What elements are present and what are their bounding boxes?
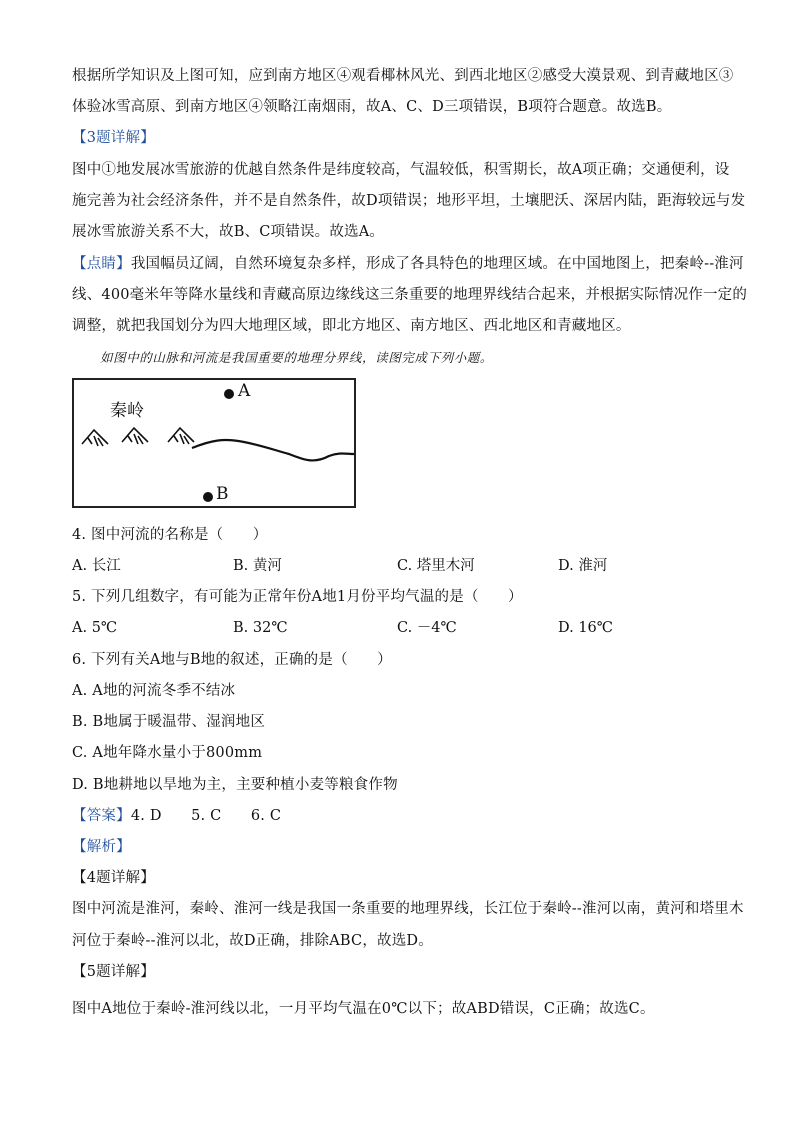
point-a-label: A	[238, 381, 251, 401]
paragraph-line: 调整，就把我国划分为四大地理区域，即北方地区、南方地区、西北地区和青藏地区。	[72, 318, 631, 334]
section-heading-q3: 【3题详解】	[72, 130, 155, 146]
mountain-label: 秦岭	[110, 401, 144, 421]
q6-option-c: C. A地年降水量小于800mm	[72, 745, 263, 761]
q4-option-d: D. 淮河	[558, 558, 608, 574]
q5-option-d: D. 16℃	[558, 620, 613, 636]
paragraph-line: 河位于秦岭--淮河以北，故D正确，排除ABC，故选D。	[72, 933, 433, 949]
section-heading-q5: 【5题详解】	[72, 964, 155, 980]
tip-line	[72, 254, 744, 274]
analysis-heading: 【解析】	[72, 839, 131, 855]
q5-option-a: A. 5℃	[72, 620, 118, 636]
paragraph-line: 体验冰雪高原、到南方地区④领略江南烟雨，故A、C、D三项错误，B项符合题意。故选B。	[72, 99, 672, 115]
q4-option-a: A. 长江	[72, 558, 121, 574]
paragraph-line: 图中河流是淮河，秦岭、淮河一线是我国一条重要的地理界线，长江位于秦岭--淮河以南，黄河和塔里木	[72, 901, 744, 917]
q4-option-c: C. 塔里木河	[397, 558, 475, 574]
paragraph-line: 图中A地位于秦岭-淮河线以北，一月平均气温在0℃以下；故ABD错误，C正确；故选C。	[72, 1001, 655, 1017]
paragraph-line: 根据所学知识及上图可知，应到南方地区④观看椰林风光、到西北地区②感受大漠景观、到青藏地区③	[72, 68, 734, 84]
paragraph-line: 图中①地发展冰雪旅游的优越自然条件是纬度较高，气温较低，积雪期长，故A项正确；交通便利，设	[72, 162, 730, 178]
paragraph-line: 展冰雪旅游关系不大，故B、C项错误。故选A。	[72, 224, 385, 240]
answer-tag: 【答案】	[72, 808, 131, 824]
tip-tag: 【点睛】	[72, 256, 131, 272]
q6-option-d: D. B地耕地以旱地为主，主要种植小麦等粮食作物	[72, 777, 398, 793]
paragraph-line: 施完善为社会经济条件，并不是自然条件，故D项错误；地形平坦，土壤肥沃、深居内陆，距海较远与发	[72, 193, 746, 209]
mountain-range-icon	[82, 428, 194, 446]
q4-option-b: B. 黄河	[233, 558, 282, 574]
q6-option-a: A. A地的河流冬季不结冰	[72, 683, 236, 699]
section-heading-q4: 【4题详解】	[72, 870, 155, 886]
river-line	[192, 440, 354, 460]
question-5-stem: 5. 下列几组数字，有可能为正常年份A地1月份平均气温的是（ ）	[72, 589, 523, 605]
question-6-stem: 6. 下列有关A地与B地的叙述，正确的是（ ）	[72, 652, 392, 668]
point-b-marker	[203, 492, 213, 502]
answer-text: 4. D 5. C 6. C	[130, 808, 282, 824]
point-a-marker	[224, 389, 234, 399]
tip-text: 我国幅员辽阔，自然环境复杂多样，形成了各具特色的地理区域。在中国地图上，把秦岭--淮河	[130, 256, 744, 272]
map-figure	[72, 378, 356, 508]
q5-option-b: B. 32℃	[233, 620, 288, 636]
q5-option-c: C. －4℃	[397, 620, 457, 636]
point-b-label: B	[216, 484, 229, 504]
answer-line	[72, 806, 281, 826]
question-4-stem: 4. 图中河流的名称是（ ）	[72, 527, 268, 543]
paragraph-line: 线、400毫米年等降水量线和青藏高原边缘线这三条重要的地理界线结合起来，并根据实际情况作一定的	[72, 287, 748, 303]
question-intro: 如图中的山脉和河流是我国重要的地理分界线，读图完成下列小题。	[100, 350, 494, 365]
q6-option-b: B. B地属于暖温带、湿润地区	[72, 714, 266, 730]
